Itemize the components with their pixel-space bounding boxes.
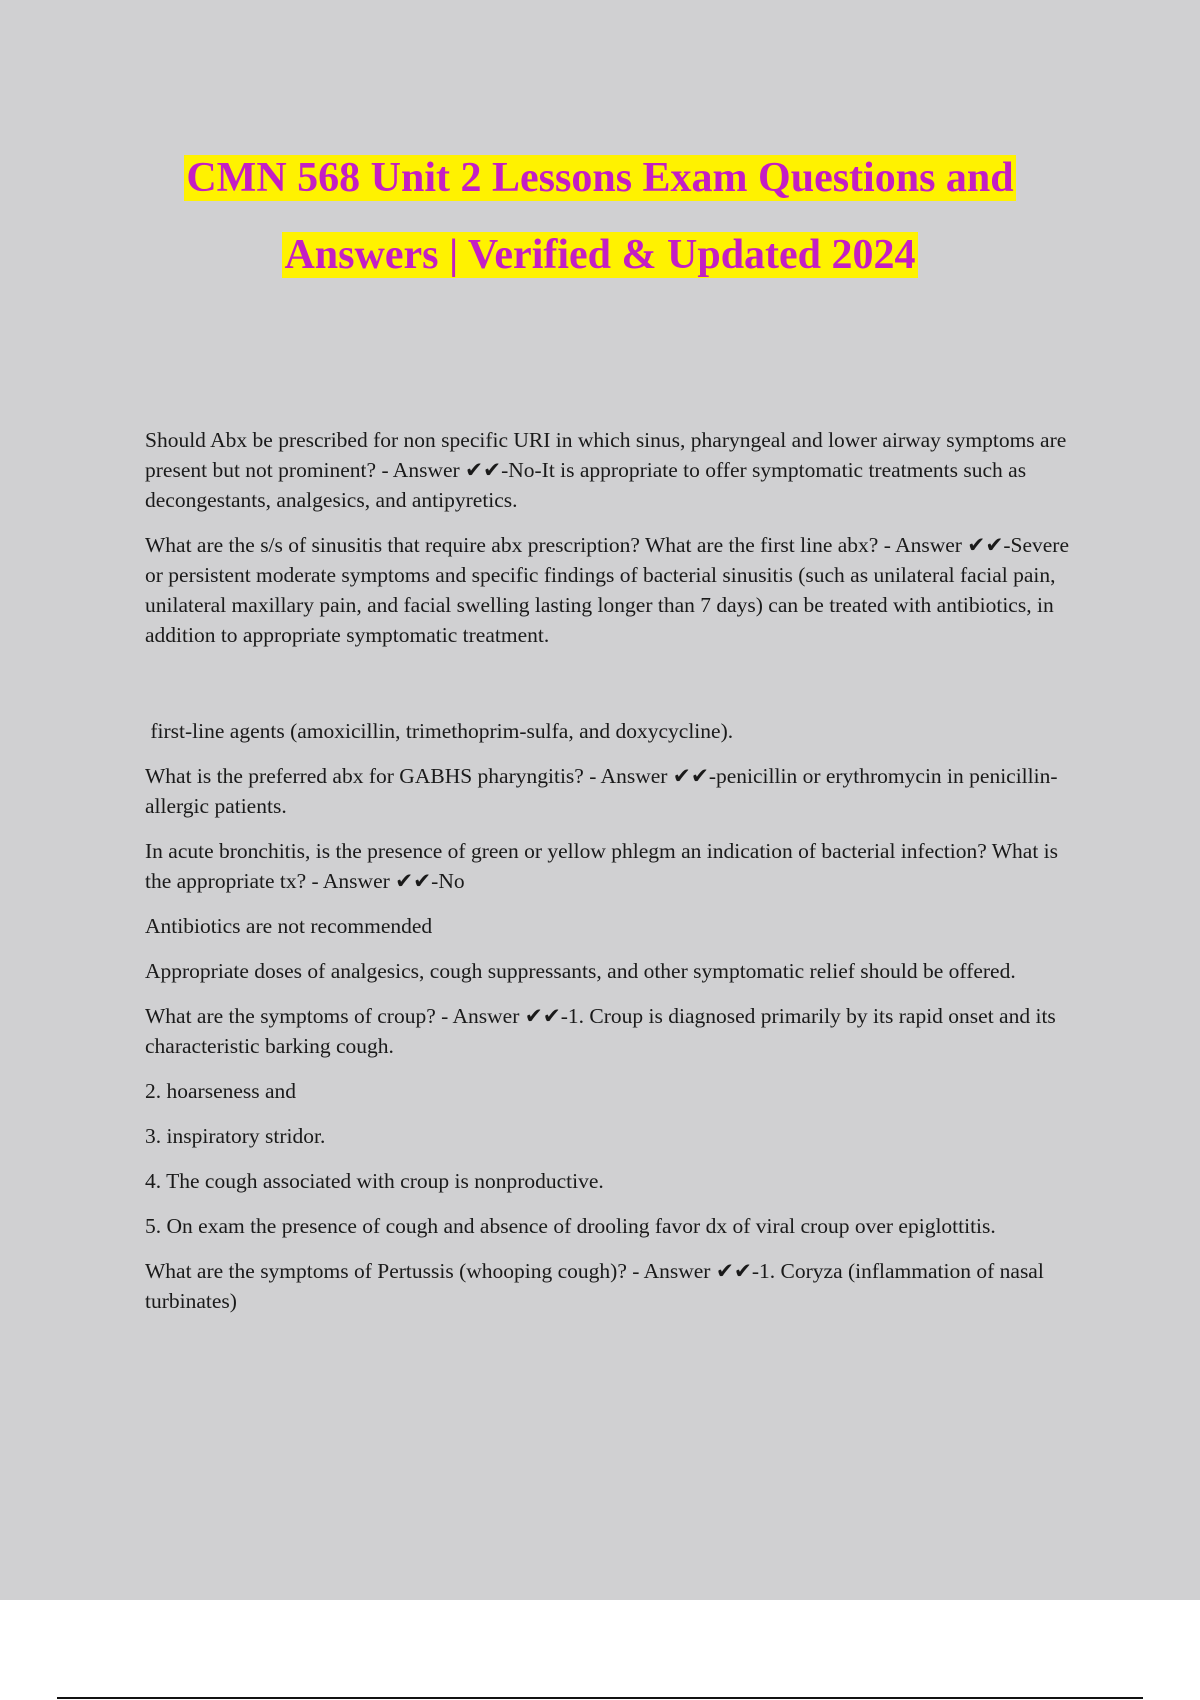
qa-paragraph: Appropriate doses of analgesics, cough suppressants, and other symptomatic relief should be offered. — [145, 959, 1016, 983]
title-line-1: CMN 568 Unit 2 Lessons Exam Questions and — [186, 155, 1014, 201]
page-footer — [0, 1600, 1200, 1700]
document-title — [0, 140, 1200, 294]
list-item: 4. The cough associated with croup is nonproductive. — [145, 1169, 604, 1193]
qa-paragraph: What are the s/s of sinusitis that require abx prescription? What are the first line abx? - Answer ✔✔-Severe or persistent moderate symptoms and specific findings of bacterial sinusitis (such as unilateral facial pain, unilateral maxillary pain, and facial swelling lasting longer than 7 days) can be treated with antibiotics, in addition to appropriate symptomatic treatment. — [145, 533, 1069, 647]
qa-paragraph: Antibiotics are not recommended — [145, 914, 433, 938]
footer-divider — [57, 1697, 1143, 1699]
list-item: 2. hoarseness and — [145, 1079, 297, 1103]
qa-paragraph: In acute bronchitis, is the presence of green or yellow phlegm an indication of bacterial infection? What is the appropriate tx? - Answer ✔✔-No — [145, 839, 1059, 893]
qa-paragraph: What is the preferred abx for GABHS pharyngitis? - Answer ✔✔-penicillin or erythromycin in penicillin-allergic patients. — [145, 764, 1058, 818]
qa-paragraph: first-line agents (amoxicillin, trimethoprim-sulfa, and doxycycline). — [145, 719, 734, 743]
qa-paragraph: Should Abx be prescribed for non specific URI in which sinus, pharyngeal and lower airway symptoms are present but not prominent? - Answer ✔✔-No-It is appropriate to offer symptomatic treatments such as decongestants, analgesics, and antipyretics. — [145, 428, 1067, 512]
title-line-2: Answers | Verified & Updated 2024 — [284, 232, 916, 278]
qa-paragraph: What are the symptoms of croup? - Answer ✔✔-1. Croup is diagnosed primarily by its rapid onset and its characteristic barking cough. — [145, 1004, 1056, 1058]
qa-paragraph: What are the symptoms of Pertussis (whooping cough)? - Answer ✔✔-1. Coryza (inflammation of nasal turbinates) — [145, 1259, 1044, 1313]
list-item: 5. On exam the presence of cough and absence of drooling favor dx of viral croup over epiglottitis. — [145, 1214, 996, 1238]
document-body — [145, 425, 1085, 1331]
list-item: 3. inspiratory stridor. — [145, 1124, 326, 1148]
